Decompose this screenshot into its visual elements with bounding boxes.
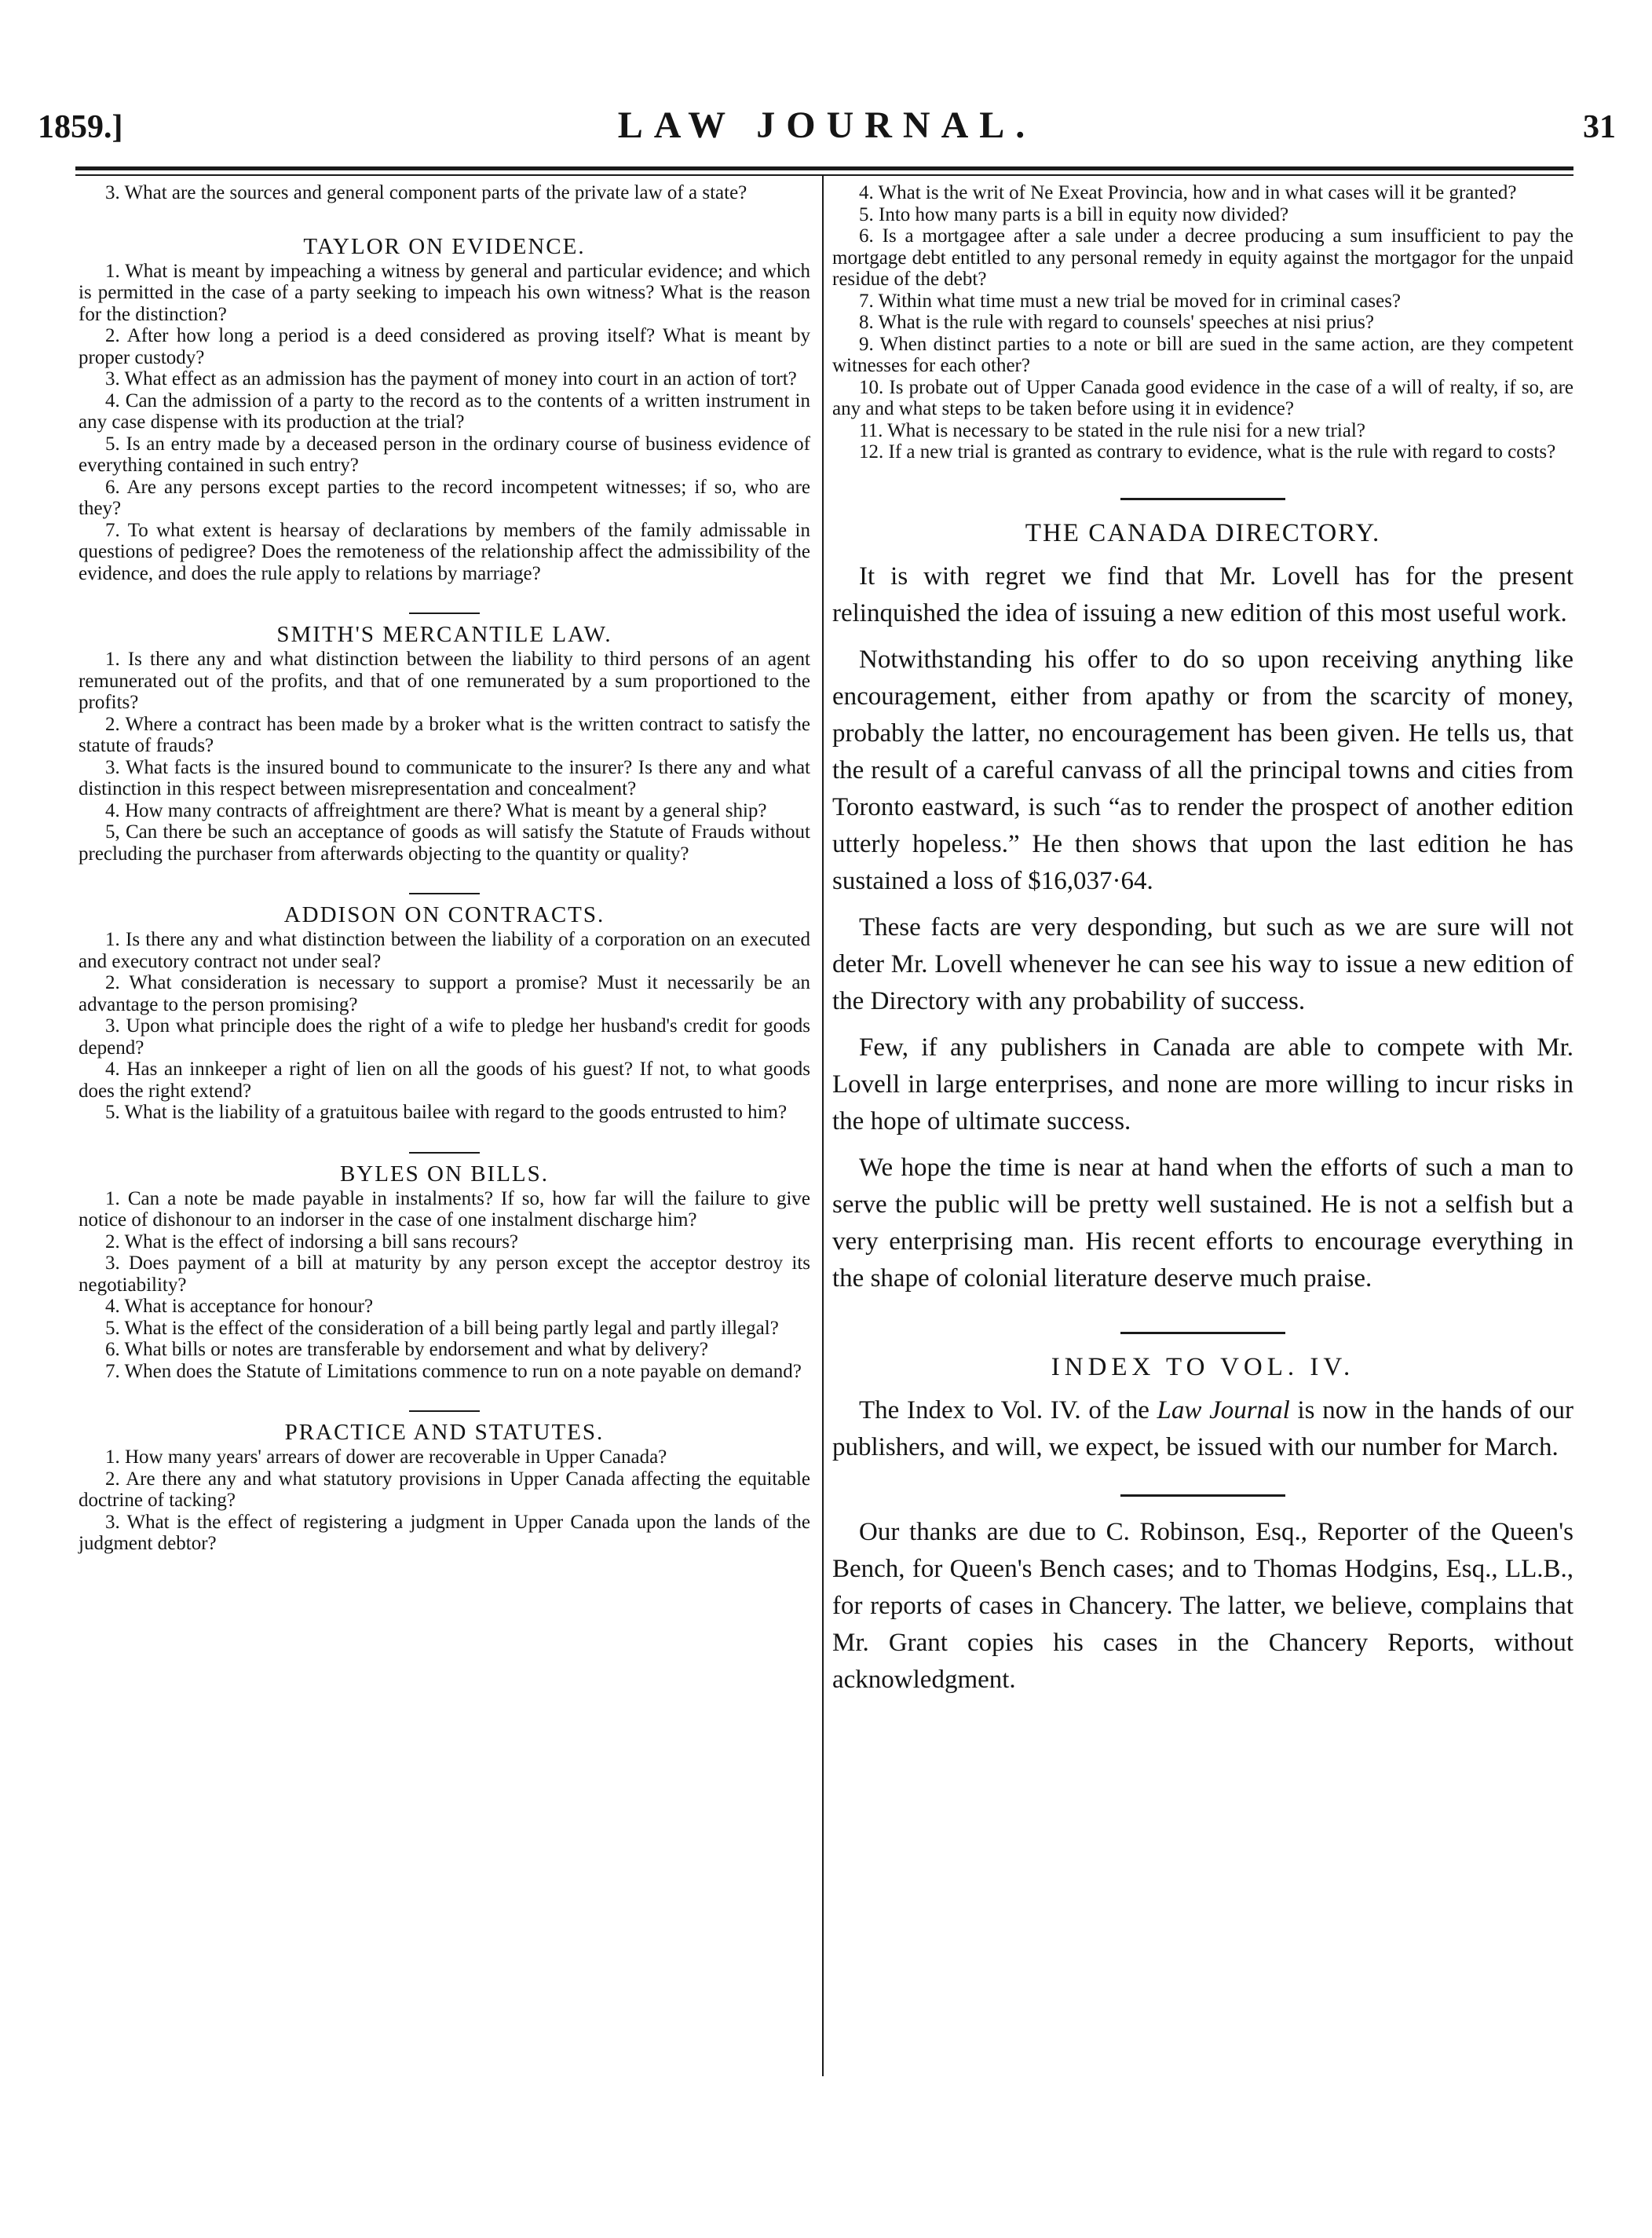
section-separator <box>1120 1494 1285 1497</box>
journal-name-italic: Law Journal <box>1157 1395 1290 1424</box>
question: 3. What facts is the insured bound to communicate to the insurer? Is there any and what distinction in this respect between misrepresentation and concealment? <box>79 756 810 799</box>
continued-questions <box>832 182 1573 463</box>
article-heading: THE CANADA DIRECTORY. <box>1025 518 1381 547</box>
section-heading: ADDISON ON CONTRACTS. <box>283 902 605 927</box>
section-smith-mercantile-law <box>79 613 810 865</box>
section-separator <box>1120 1332 1285 1334</box>
question: 2. What is the effect of indorsing a bill sans recours? <box>105 1231 519 1252</box>
question: 6. Are any persons except parties to the record incompetent witnesses; if so, who are they? <box>79 476 810 519</box>
question: 2. What consideration is necessary to support a promise? Must it necessarily be an advantage to the person promising? <box>79 972 810 1015</box>
canada-directory-article <box>832 498 1573 1297</box>
question: 11. What is necessary to be stated in the rule nisi for a new trial? <box>859 419 1365 441</box>
article-heading: INDEX TO VOL. IV. <box>1051 1352 1355 1381</box>
question: 3. What is the effect of registering a judgment in Upper Canada upon the lands of the judgment debtor? <box>79 1511 810 1554</box>
question: 7. Within what time must a new trial be moved for in criminal cases? <box>859 290 1402 312</box>
left-column <box>79 182 810 1555</box>
section-byles-bills <box>79 1152 810 1383</box>
question: 3. What are the sources and general component parts of the private law of a state? <box>105 182 747 203</box>
question: 2. After how long a period is a deed considered as proving itself? What is meant by proper custody? <box>79 325 810 368</box>
question: 8. What is the rule with regard to counsels' speeches at nisi prius? <box>859 312 1374 333</box>
question: 7. When does the Statute of Limitations commence to run on a note payable on demand? <box>105 1360 802 1382</box>
section-separator <box>409 893 480 894</box>
question: 5. What is the effect of the consideration of a bill being partly legal and partly illegal? <box>105 1317 779 1339</box>
right-column <box>832 182 1573 1708</box>
column-divider <box>822 176 824 2076</box>
header-rule-thick <box>75 166 1573 170</box>
journal-title: LAW JOURNAL. <box>617 104 1036 146</box>
question: 3. Upon what principle does the right of a wife to pledge her husband's credit for goods depend? <box>79 1015 810 1059</box>
question: 4. How many contracts of affreightment are there? What is meant by a general ship? <box>105 799 767 821</box>
section-taylor-evidence <box>79 232 810 585</box>
page-number: 31 <box>1583 109 1616 145</box>
section-heading: PRACTICE AND STATUTES. <box>284 1420 605 1445</box>
index-text-after: is now in the hands of our publishers, and will, we expect, be issued with our number for March. <box>832 1395 1573 1461</box>
question: 4. Can the admission of a party to the record as to the contents of a written instrument in any case dispense with its production at the trial? <box>79 389 810 433</box>
section-heading: TAYLOR ON EVIDENCE. <box>303 233 586 259</box>
question: 3. Does payment of a bill at maturity by any person except the acceptor destroy its negotiability? <box>79 1252 810 1296</box>
section-practice-statutes <box>79 1410 810 1555</box>
section-separator <box>409 1152 480 1154</box>
question: 4. Has an innkeeper a right of lien on all the goods of his guest? If not, to what goods does the right extend? <box>79 1059 810 1102</box>
section-separator <box>409 613 480 614</box>
article-paragraph: We hope the time is near at hand when the efforts of such a man to serve the public will be pretty well sustained. He is not a selfish but a very enterprising man. His recent efforts to encourage everything in the shape of colonial literature deserve much praise. <box>832 1153 1573 1293</box>
question: 5. What is the liability of a gratuitous bailee with regard to the goods entrusted to him? <box>105 1102 788 1123</box>
section-separator <box>409 1410 480 1412</box>
question: 7. To what extent is hearsay of declarations by members of the family admissable in questions of pedigree? Does the remoteness of the relationship affect the admissibility of the evidence, and does the rule apply to relations by marriage? <box>79 519 810 584</box>
question: 4. What is acceptance for honour? <box>105 1296 374 1317</box>
question: 2. Are there any and what statutory provisions in Upper Canada affecting the equitable doctrine of tacking? <box>79 1468 810 1511</box>
question: 1. What is meant by impeaching a witness by general and particular evidence; and which is permitted in the case of a party seeking to impeach his own witness? What is the reason for the distinction? <box>79 260 810 325</box>
question: 4. What is the writ of Ne Exeat Provincia, how and in what cases will it be granted? <box>859 182 1517 203</box>
article-paragraph: Few, if any publishers in Canada are able to compete with Mr. Lovell in large enterprises, and none are more willing to incur risks in the hope of ultimate success. <box>832 1033 1573 1135</box>
page-header <box>38 104 1616 151</box>
article-paragraph: Our thanks are due to C. Robinson, Esq., Reporter of the Queen's Bench, for Queen's Bench cases; and to Thomas Hodgins, Esq., LL.B., for reports of cases in Chancery. The latter, we believe, complains that Mr. Grant copies his cases in the Chancery Reports, without acknowledgment. <box>832 1517 1573 1694</box>
question: 5. Into how many parts is a bill in equity now divided? <box>859 203 1289 225</box>
section-separator <box>1120 498 1285 500</box>
question: 3. What effect as an admission has the payment of money into court in an action of tort? <box>105 368 797 389</box>
question: 9. When distinct parties to a note or bill are sued in the same action, are they competent witnesses for each other? <box>832 333 1573 376</box>
article-paragraph: It is with regret we find that Mr. Lovell has for the present relinquished the idea of issuing a new edition of this most useful work. <box>832 561 1573 627</box>
section-addison-contracts <box>79 893 810 1124</box>
question: 6. Is a mortgagee after a sale under a decree producing a sum insufficient to pay the mortgage debt entitled to any personal remedy in equity against the mortgagor for the unpaid residue of the debt? <box>832 225 1573 290</box>
article-paragraph: These facts are very desponding, but such as we are sure will not deter Mr. Lovell whenever he can see his way to issue a new edition of the Directory with any probability of success. <box>832 912 1573 1015</box>
article-paragraph <box>832 1392 1573 1466</box>
index-text-before: The Index to Vol. IV. of the <box>859 1395 1157 1424</box>
header-rule-thin <box>75 174 1573 176</box>
question: 1. Is there any and what distinction between the liability of a corporation on an executed and executory contract not under seal? <box>79 929 810 972</box>
question: 5, Can there be such an acceptance of goods as will satisfy the Statute of Frauds without precluding the purchaser from afterwards objecting to the quantity or quality? <box>79 821 810 865</box>
question: 1. How many years' arrears of dower are recoverable in Upper Canada? <box>105 1446 667 1468</box>
section-heading: SMITH'S MERCANTILE LAW. <box>276 622 612 647</box>
question: 6. What bills or notes are transferable by endorsement and what by delivery? <box>105 1339 709 1360</box>
question: 2. Where a contract has been made by a broker what is the written contract to satisfy the statute of frauds? <box>79 713 810 756</box>
section-heading: BYLES ON BILLS. <box>339 1161 550 1187</box>
question: 1. Can a note be made payable in instalments? If so, how far will the failure to give notice of dishonour to an indorser in the case of one instalment discharge him? <box>79 1187 810 1231</box>
thanks-notice <box>832 1494 1573 1699</box>
question: 12. If a new trial is granted as contrary to evidence, what is the rule with regard to costs? <box>859 441 1556 463</box>
header-year: 1859.] <box>38 109 123 145</box>
article-paragraph: Notwithstanding his offer to do so upon receiving anything like encouragement, either from apathy or from the scarcity of money, probably the latter, no encouragement has been given. He tells us, that the result of a careful canvass of all the principal towns and cities from Toronto eastward, is such “as to render the prospect of another edition utterly hopeless.” He then shows that upon the last edition he has sustained a loss of $16,037·64. <box>832 645 1573 895</box>
question: 1. Is there any and what distinction between the liability to third persons of an agent remunerated out of the profits, and that of one remunerated by a sum proportioned to the profits? <box>79 649 810 713</box>
question: 5. Is an entry made by a deceased person in the ordinary course of business evidence of everything contained in such entry? <box>79 433 810 476</box>
index-notice <box>832 1332 1573 1466</box>
question: 10. Is probate out of Upper Canada good evidence in the case of a will of realty, if so, are any and what steps to be taken before using it in evidence? <box>832 376 1573 419</box>
